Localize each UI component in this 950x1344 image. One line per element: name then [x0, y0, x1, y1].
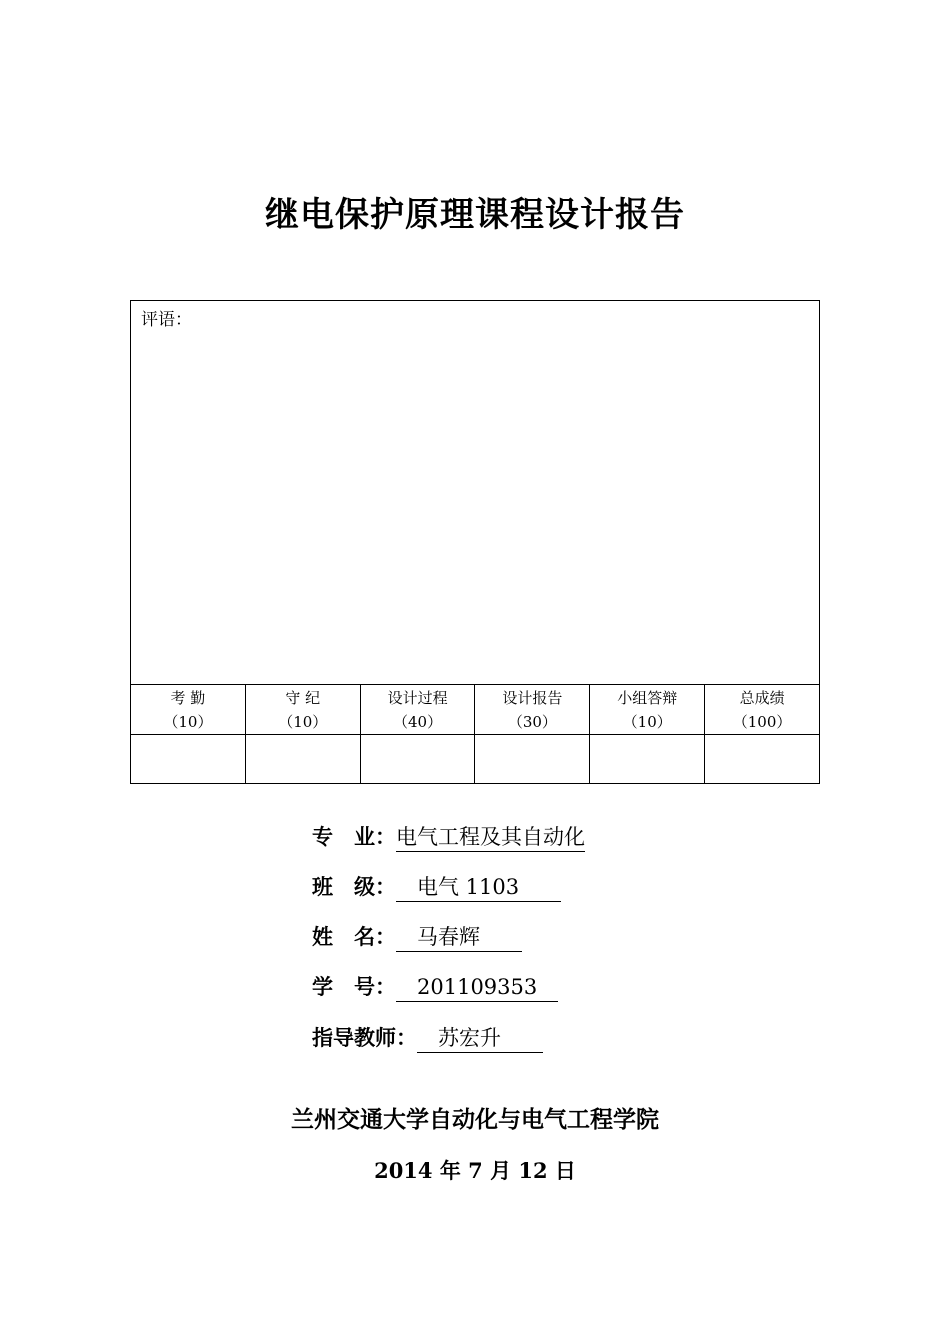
class-value: 电气 1103 — [396, 874, 561, 902]
class-label: 班 级： — [312, 875, 396, 899]
major-value: 电气工程及其自动化 — [396, 824, 585, 852]
score-header-design-report: 设计报告 （30） — [475, 685, 590, 735]
score-header-row — [131, 685, 820, 735]
student-id-value: 201109353 — [396, 974, 558, 1002]
report-title: 继电保护原理课程设计报告 — [265, 195, 685, 235]
report-date: 2014 年 7 月 12 日 — [374, 1158, 576, 1183]
score-header-group-defense: 小组答辩 （10） — [590, 685, 705, 735]
score-cell-discipline[interactable] — [245, 735, 360, 784]
student-id-label: 学 号： — [312, 975, 396, 999]
name-value: 马春辉 — [396, 924, 522, 952]
score-header-total: 总成绩 （100） — [705, 685, 820, 735]
student-id-line — [312, 972, 558, 1002]
major-line — [312, 822, 585, 852]
advisor-label: 指导教师： — [312, 1026, 417, 1050]
advisor-line — [312, 1023, 543, 1053]
name-line — [312, 922, 522, 952]
score-header-attendance: 考 勤 （10） — [131, 685, 246, 735]
score-cell-total[interactable] — [705, 735, 820, 784]
comment-label: 评语： — [141, 310, 192, 330]
class-line — [312, 872, 561, 902]
major-label: 专 业： — [312, 825, 396, 849]
name-label: 姓 名： — [312, 925, 396, 949]
score-cell-attendance[interactable] — [131, 735, 246, 784]
advisor-value: 苏宏升 — [417, 1025, 543, 1053]
score-header-design-process: 设计过程 （40） — [360, 685, 475, 735]
score-table — [130, 684, 820, 784]
score-cell-design-report[interactable] — [475, 735, 590, 784]
score-value-row — [131, 735, 820, 784]
score-header-discipline: 守 纪 （10） — [245, 685, 360, 735]
score-cell-design-process[interactable] — [360, 735, 475, 784]
grading-box — [130, 300, 820, 784]
score-cell-group-defense[interactable] — [590, 735, 705, 784]
school-name: 兰州交通大学自动化与电气工程学院 — [291, 1107, 659, 1133]
